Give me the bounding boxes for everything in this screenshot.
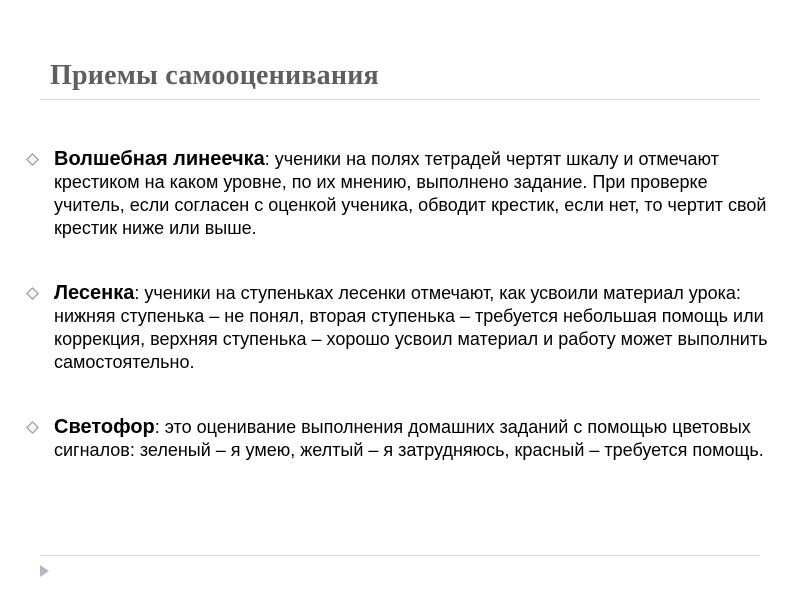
item-term: Волшебная линеечка [54, 148, 265, 170]
item-text: : ученики на полях тетрадей чертят шкалу и отмечают крестиком на каком уровне, по их мнению, выполнено задание. При проверке учитель, если согласен с оценкой ученика, обводит крестик, если нет, то чертит свой крестик ниже или выше. [54, 149, 767, 238]
diamond-bullet-icon [26, 421, 39, 434]
bullet-list [28, 148, 778, 504]
title-divider [40, 99, 760, 100]
diamond-bullet-icon [26, 287, 39, 300]
diamond-bullet-icon [26, 153, 39, 166]
item-term: Лесенка [54, 282, 135, 304]
list-item [28, 282, 778, 374]
item-text: : это оценивание выполнения домашних заданий с помощью цветовых сигналов: зеленый – я умею, желтый – я затрудняюсь, красный – требуется помощь. [54, 417, 764, 460]
footer-divider [40, 555, 760, 556]
triangle-arrow-icon[interactable] [40, 565, 49, 577]
list-item [28, 416, 778, 462]
item-text: : ученики на ступеньках лесенки отмечают, как усвоили материал урока: нижняя ступенька – не понял, вторая ступенька – требуется небольшая помощь или коррекция, верхняя ступенька – хорошо усвоил материал и работу может выполнить самостоятельно. [54, 283, 768, 372]
item-term: Светофор [54, 416, 155, 438]
slide-title: Приемы самооценивания [50, 60, 379, 91]
list-item [28, 148, 778, 240]
